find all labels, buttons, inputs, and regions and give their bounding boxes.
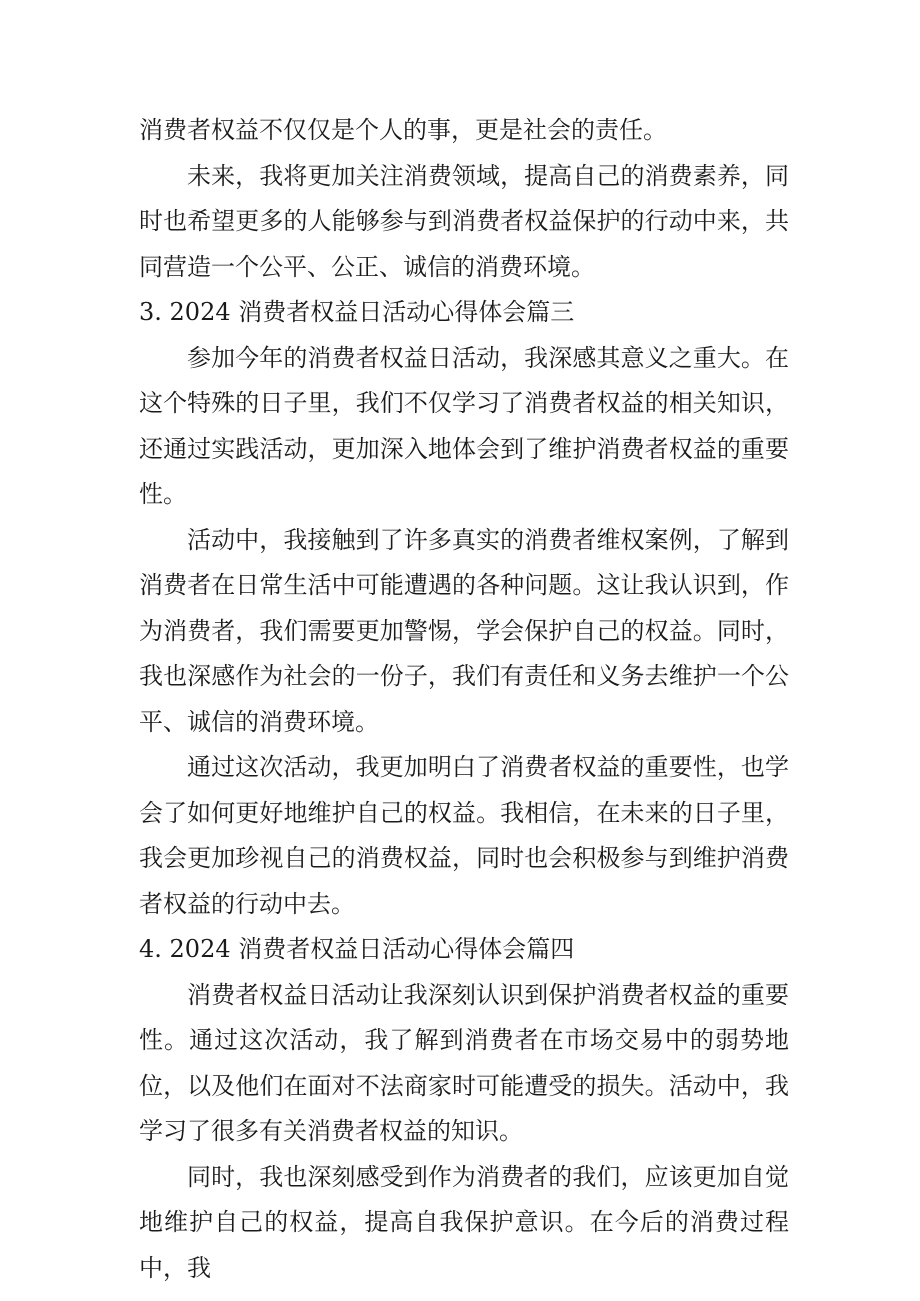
paragraph: 参加今年的消费者权益日活动，我深感其意义之重大。在这个特殊的日子里，我们不仅学习了消费者权益的相关知识，还通过实践活动，更加深入地体会到了维护消费者权益的重要性。	[139, 343, 789, 508]
paragraph: 消费者权益日活动让我深刻认识到保护消费者权益的重要性。通过这次活动，我了解到消费者在市场交易中的弱势地位，以及他们在面对不法商家时可能遭受的损失。活动中，我学习了很多有关消费者权益的知识。	[139, 980, 789, 1145]
paragraph: 未来，我将更加关注消费领域，提高自己的消费素养，同时也希望更多的人能够参与到消费者权益保护的行动中来，共同营造一个公平、公正、诚信的消费环境。	[139, 161, 789, 281]
section-heading: 4. 2024 消费者权益日活动心得体会篇四	[139, 935, 575, 963]
document-body	[139, 108, 789, 1291]
paragraph: 活动中，我接触到了许多真实的消费者维权案例，了解到消费者在日常生活中可能遭遇的各种问题。这让我认识到，作为消费者，我们需要更加警惕，学会保护自己的权益。同时，我也深感作为社会的一份子，我们有责任和义务去维护一个公平、诚信的消费环境。	[139, 525, 789, 736]
paragraph: 同时，我也深刻感受到作为消费者的我们，应该更加自觉地维护自己的权益，提高自我保护意识。在今后的消费过程中，我	[139, 1162, 789, 1282]
section-heading: 3. 2024 消费者权益日活动心得体会篇三	[139, 298, 575, 326]
paragraph: 通过这次活动，我更加明白了消费者权益的重要性，也学会了如何更好地维护自己的权益。我相信，在未来的日子里，我会更加珍视自己的消费权益，同时也会积极参与到维护消费者权益的行动中去。	[139, 753, 789, 918]
paragraph: 消费者权益不仅仅是个人的事，更是社会的责任。	[139, 116, 667, 144]
